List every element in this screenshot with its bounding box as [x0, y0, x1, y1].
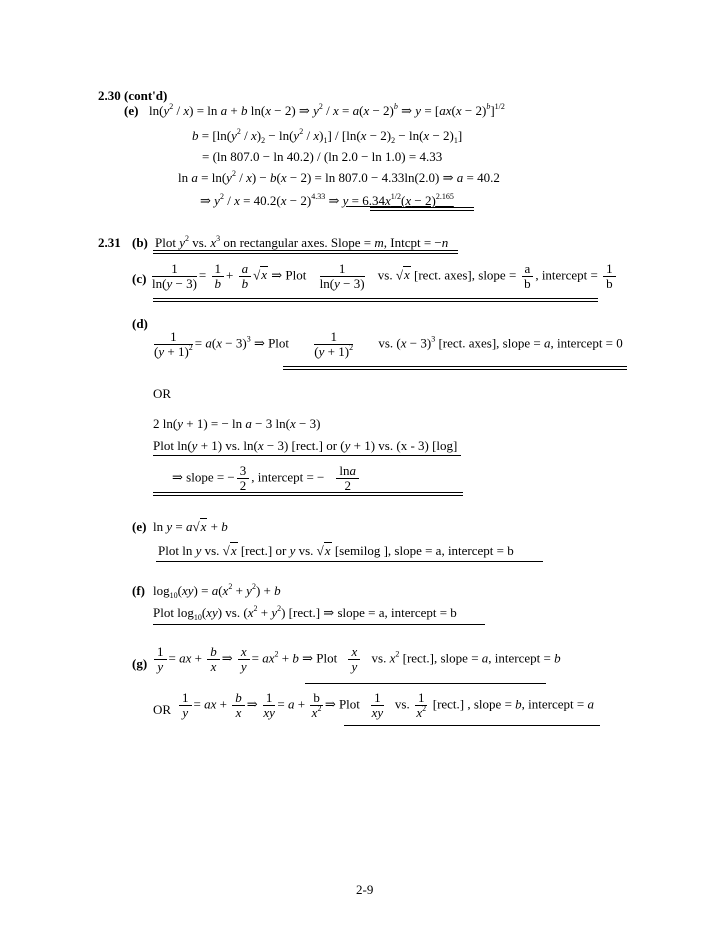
eq-230-line5: ⇒ $y^2 / x = 40.2(x - 2)^{4.33}$ ⇒ $y = 6.34x^{1/2}(x - 2)^{2.165}$ — [200, 192, 454, 208]
page-number: 2-9 — [356, 882, 374, 897]
eq-231b: Plot $y^2$ vs. $x^3$ on rectangular axes. Slope = m, Intcpt = −n — [155, 234, 449, 250]
problem-number: 2.31 — [98, 235, 121, 250]
part-label-d: (d) — [132, 316, 148, 331]
part-label-c: (c) — [132, 271, 147, 286]
part-label-b: (b) — [132, 235, 148, 250]
eq-231g-1: $\frac{1}{y}$ = ax + $\frac{b}{x}$ ⇒ $\frac{x}{y}$ = $ax^2 + b$ ⇒ Plot $\frac{x}{y}$ vs. $x^2$ [rect.], slope = a, intercept = b — [152, 645, 561, 674]
eq-231c: $\frac{1}{\ln(y - 3)}$ = $\frac{1}{b}$ + $\frac{a}{b}$ √x ⇒ Plot $\frac{1}{\ln(y - 3)}$ vs. √x [rect. axes], slope = $\frac{a}{b}$ , intercept = $\frac{1}{b}$ — [150, 262, 618, 291]
eq-230-line3: = (ln 807.0 − ln 40.2) / (ln 2.0 − ln 1.0) = 4.33 — [202, 149, 443, 164]
eq-231d-alt3: ⇒ slope = − $\frac{3}{2}$ , intercept = − $\frac{\ln a}{2}$ — [172, 464, 361, 493]
eq-231d: $\frac{1}{(y + 1)^2}$ = $a(x - 3)^3$ ⇒ Plot $\frac{1}{(y + 1)^2}$ vs. $(x - 3)^3$ [rect. axes], slope = a, intercept = 0 — [154, 329, 623, 359]
underline — [344, 725, 600, 726]
eq-231f: $\log_{10}(xy) = a(x^2 + y^2) + b$ — [153, 582, 281, 600]
part-label-e: (e) — [124, 103, 139, 118]
answer-underline — [153, 298, 598, 302]
eq-231e: ln y = a√x + b — [153, 519, 228, 534]
eq-230-line2: $b = [\ln(y^2 / x)_2 - \ln(y^2 / x)_1] / [\ln(x - 2)_2 - \ln(x - 2)_1]$ — [192, 127, 463, 145]
part-label-g: (g) — [132, 656, 148, 671]
eq-231g-2: $\frac{1}{y}$ = ax + $\frac{b}{x}$ ⇒ $\frac{1}{xy}$ = a + $\frac{b}{x^2}$ ⇒ Plot $\frac{1}{xy}$ vs. $\frac{1}{x^2}$ [rect.] , slope = b, intercept = a — [177, 691, 594, 720]
eq-231e-plot: Plot ln y vs. √x [rect.] or y vs. √x [semilog ], slope = a, intercept = b — [158, 543, 514, 558]
eq-231f-plot: Plot $\log_{10}(xy)$ vs. $(x^2 + y^2)$ [rect.] ⇒ slope = a, intercept = b — [153, 604, 457, 622]
or-label: OR — [153, 386, 172, 401]
eq-231d-alt2: Plot ln(y + 1) vs. ln(x − 3) [rect.] or (y + 1) vs. (x - 3) [log] — [153, 438, 458, 453]
underline — [156, 561, 543, 562]
answer-underline — [153, 492, 463, 496]
part-label-e: (e) — [132, 519, 147, 534]
section-header: 2.30 (cont'd) — [98, 88, 168, 103]
underline — [153, 455, 461, 456]
eq-230-line4: $\ln a = \ln(y^2 / x) - b(x - 2) = \ln 807.0 - 4.33\ln(2.0)$ ⇒ a = 40.2 — [178, 169, 500, 185]
or-label-g: OR — [153, 702, 172, 717]
part-label-f: (f) — [132, 583, 145, 598]
eq-230-line1: $\ln(y^2 / x) = \ln a + b$ ln(x − 2) ⇒ $y^2 / x = a(x - 2)^b$ ⇒ $y = [ax(x - 2)^b]^{1/2}$ — [149, 102, 505, 118]
answer-underline — [153, 250, 458, 254]
underline — [305, 683, 546, 684]
answer-underline — [370, 207, 474, 211]
answer-underline — [283, 366, 627, 370]
underline — [153, 624, 485, 625]
eq-231d-alt1: 2 ln(y + 1) = − ln a − 3 ln(x − 3) — [153, 416, 321, 431]
